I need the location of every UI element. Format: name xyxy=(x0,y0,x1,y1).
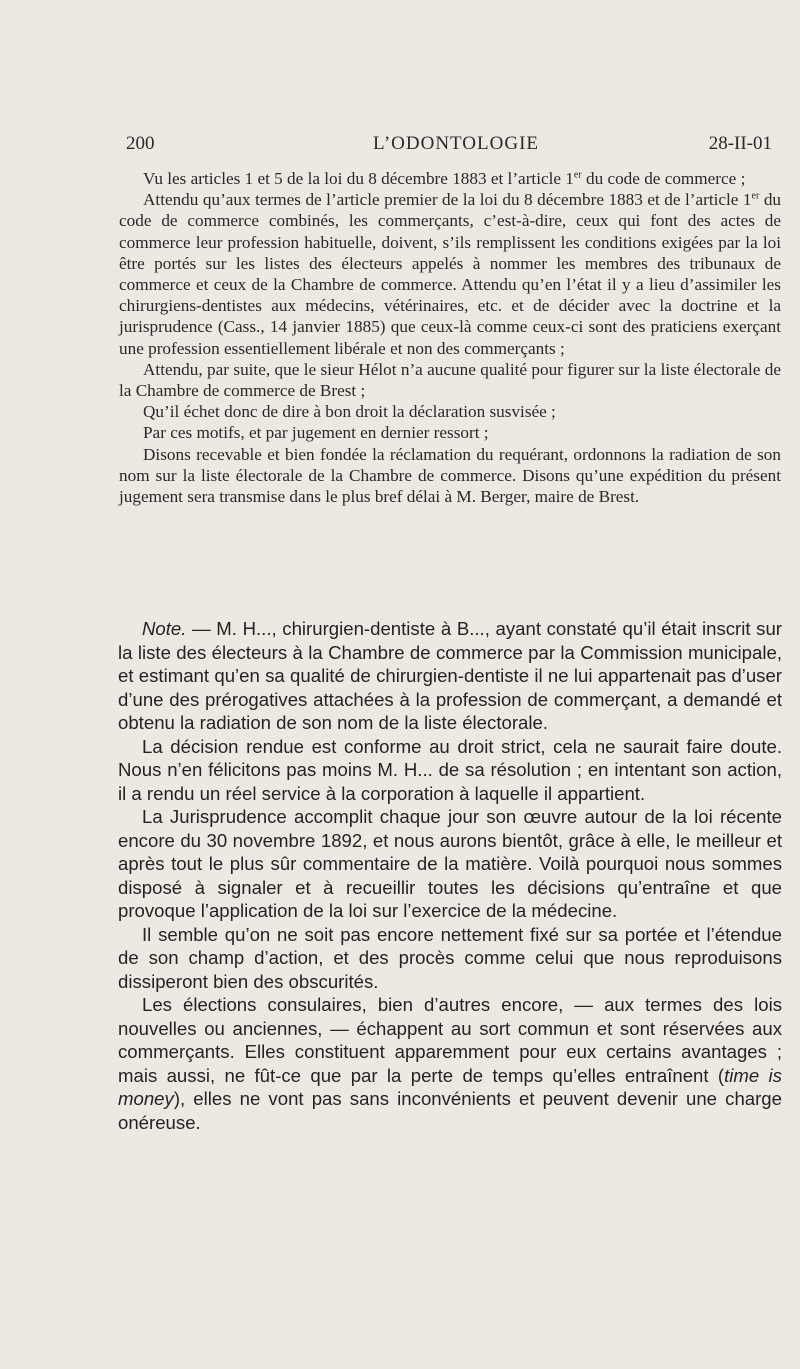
note-paragraph: Les élections consulaires, bien d’autres encore, — aux termes des lois nouvelles ou anciennes, — échappent au sort commun et sont réservées aux commerçants. Elles constituent apparemment pour eux certains avantages ; mais aussi, ne fût-ce que par la perte de temps qu’elles entraînent (time is money), elles ne vont pas sans inconvénients et peuvent devenir une charge onéreuse. xyxy=(118,994,782,1133)
issue-date: 28-II-01 xyxy=(708,133,772,154)
judgement-paragraph: Par ces motifs, et par jugement en dernier ressort ; xyxy=(143,423,489,443)
note-paragraph: La Jurisprudence accomplit chaque jour son œuvre autour de la loi récente encore du 30 novembre 1892, et nous aurons bientôt, grâce à elle, le meilleur et après tout le plus sûr commentaire de la matière. Voilà pourquoi nous sommes disposé à signaler et à recueillir toutes les décisions qu’entraîne et que provoque l’application de la loi sur l’exercice de la médecine. xyxy=(118,806,782,921)
judgement-paragraph: Qu’il échet donc de dire à bon droit la déclaration susvisée ; xyxy=(143,402,556,422)
running-header xyxy=(126,133,786,157)
editorial-note xyxy=(118,617,782,1134)
judgement-paragraph: Attendu, par suite, que le sieur Hélot n’a aucune qualité pour figurer sur la liste électorale de la Chambre de commerce de Brest ; xyxy=(119,359,781,401)
page-number: 200 xyxy=(126,133,155,154)
judgement-text xyxy=(119,168,781,507)
judgement-paragraph: Disons recevable et bien fondée la réclamation du requérant, ordonnons la radiation de son nom sur la liste électorale de la Chambre de commerce. Disons qu’une expédition du présent jugement sera transmise dans le plus bref délai à M. Berger, maire de Brest. xyxy=(119,444,781,507)
note-label: Note. xyxy=(142,618,187,639)
judgement-paragraph: Vu les articles 1 et 5 de la loi du 8 décembre 1883 et l’article 1er du code de commerce ; xyxy=(143,169,746,188)
note-paragraph: La décision rendue est conforme au droit strict, cela ne saurait faire doute. Nous n’en félicitons pas moins M. H... de sa résolution ; en intentant son action, il a rendu un réel service à la corporation à laquelle il appartient. xyxy=(118,735,782,804)
note-paragraph: Note. — M. H..., chirurgien-dentiste à B..., ayant constaté qu’il était inscrit sur la liste des électeurs à la Chambre de commerce par la Commission municipale, et estimant qu’en sa qualité de chirurgien-dentiste il ne lui appartenait pas d’user d’une des prérogatives attachées à la profession de commerçant, a demandé et obtenu la radiation de son nom de la liste électorale. xyxy=(118,618,782,733)
judgement-paragraph: Attendu qu’aux termes de l’article premier de la loi du 8 décembre 1883 et de l’article 1er du code de commerce combinés, les commerçants, c’est-à-dire, ceux qui font des actes de commerce leur profession habituelle, doivent, s’ils remplissent les conditions exigées par la loi être portés sur les listes des électeurs appelés à nommer les membres des tribunaux de commerce et ceux de la Chambre de commerce. Attendu qu’en l’état il y a lieu d’assimiler les chirurgiens-dentistes aux médecins, vétérinaires, etc. et de décider avec la doctrine et la jurisprudence (Cass., 14 janvier 1885) que ceux-là comme ceux-ci sont des praticiens exerçant une profession essentiellement libérale et non des commerçants ; xyxy=(119,190,782,358)
note-paragraph: Il semble qu’on ne soit pas encore nettement fixé sur sa portée et l’étendue de son champ d’action, et des procès comme celui que nous reproduisons dissiperont bien des obscurités. xyxy=(118,923,782,992)
journal-title: L’ODONTOLOGIE xyxy=(372,133,540,154)
latin-phrase: time is money xyxy=(118,1064,782,1109)
